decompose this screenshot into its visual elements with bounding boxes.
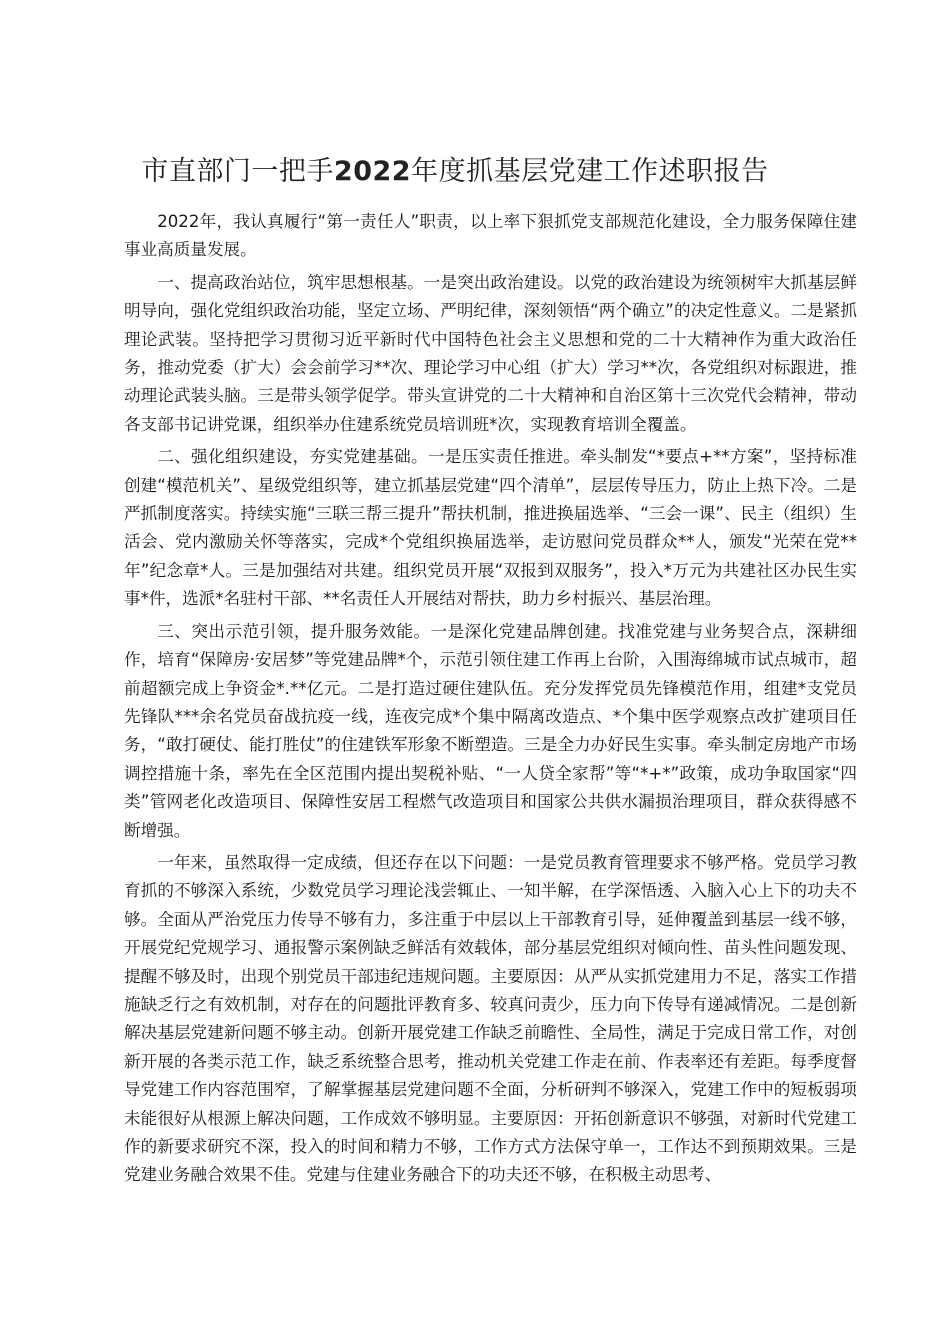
document-title — [0, 152, 910, 192]
section-2-paragraph: 二、强化组织建设，夯实党建基础。一是压实责任推进。牵头制发“*要点+**方案”，坚持标准创建“模范机关”、星级党组织等，建立抓基层党建“四个清单”，层层传导压力，防止上热下冷。二是严抓制度落实。持续实施“三联三帮三提升”帮扶机制，推进换届选举、“三会一课”、民主（组织）生活会、党内激励关怀等落实，完成*个党组织换届选举，走访慰问党员群众**人，颁发“光荣在党**年”纪念章*人。三是加强结对共建。组织党员开展“双报到双服务”，投入*万元为共建社区办民生实事*件，选派*名驻村干部、**名责任人开展结对帮扶，助力乡村振兴、基层治理。 — [124, 447, 857, 609]
title-year: 2022 — [333, 156, 412, 187]
title-suffix: 年度抓基层党建工作述职报告 — [411, 156, 769, 187]
section-1-paragraph: 一、提高政治站位，筑牢思想根基。一是突出政治建设。以党的政治建设为统领树牢大抓基层鲜明导向，强化党组织政治功能，坚定立场、严明纪律，深刻领悟“两个确立”的决定性意义。二是紧抓理论武装。坚持把学习贯彻习近平新时代中国特色社会主义思想和党的二十大精神作为重大政治任务，推动党委（扩大）会会前学习**次、理论学习中心组（扩大）学习**次，各党组织对标跟进，推动理论武装头脑。三是带头领学促学。带头宣讲党的二十大精神和自治区第十三次党代会精神，带动各支部书记讲党课，组织举办住建系统党员培训班*次，实现教育培训全覆盖。 — [124, 272, 857, 434]
section-3-paragraph: 三、突出示范引领，提升服务效能。一是深化党建品牌创建。找准党建与业务契合点，深耕细作，培育“保障房·安居梦”等党建品牌*个，示范引领住建工作再上台阶，入围海绵城市试点城市，超前超额完成上争资金*.**亿元。二是打造过硬住建队伍。充分发挥党员先锋模范作用，组建*支党员先锋队***余名党员奋战抗疫一线，连夜完成*个集中隔离改造点、*个集中医学观察点改扩建项目任务，“敢打硬仗、能打胜仗”的住建铁军形象不断塑造。三是全力办好民生实事。牵头制定房地产市场调控措施十条，率先在全区范围内提出契税补贴、“一人贷全家帮”等“*+*”政策，成功争取国家“四类”管网老化改造项目、保障性安居工程燃气改造项目和国家公共供水漏损治理项目，群众获得感不断增强。 — [124, 621, 857, 840]
title-prefix: 市直部门一把手 — [141, 156, 334, 187]
problems-paragraph: 一年来，虽然取得一定成绩，但还存在以下问题：一是党员教育管理要求不够严格。党员学习教育抓的不够深入系统，少数党员学习理论浅尝辄止、一知半解，在学深悟透、入脑入心上下的功夫不够。全面从严治党压力传导不够有力，多注重于中层以上干部教育引导，延伸覆盖到基层一线不够，开展党纪党规学习、通报警示案例缺乏鲜活有效载体，部分基层党组织对倾向性、苗头性问题发现、提醒不够及时，出现个别党员干部违纪违规问题。主要原因：从严从实抓党建用力不足，落实工作措施缺乏行之有效机制，对存在的问题批评教育多、较真问责少，压力向下传导有递减情况。二是创新解决基层党建新问题不够主动。创新开展党建工作缺乏前瞻性、全局性，满足于完成日常工作，对创新开展的各类示范工作，缺乏系统整合思考，推动机关党建工作走在前、作表率还有差距。每季度督导党建工作内容范围窄，了解掌握基层党建问题不全面，分析研判不够深入，党建工作中的短板弱项未能很好从根源上解决问题，工作成效不够明显。主要原因：开拓创新意识不够强，对新时代党建工作的新要求研究不深，投入的时间和精力不够，工作方式方法保守单一，工作达不到预期效果。三是党建业务融合效果不佳。党建与住建业务融合下的功夫还不够，在积极主动思考、 — [124, 852, 857, 1185]
document-body — [124, 208, 857, 1194]
intro-paragraph: 2022年，我认真履行“第一责任人”职责，以上率下狠抓党支部规范化建设，全力服务保障住建事业高质量发展。 — [124, 212, 857, 260]
